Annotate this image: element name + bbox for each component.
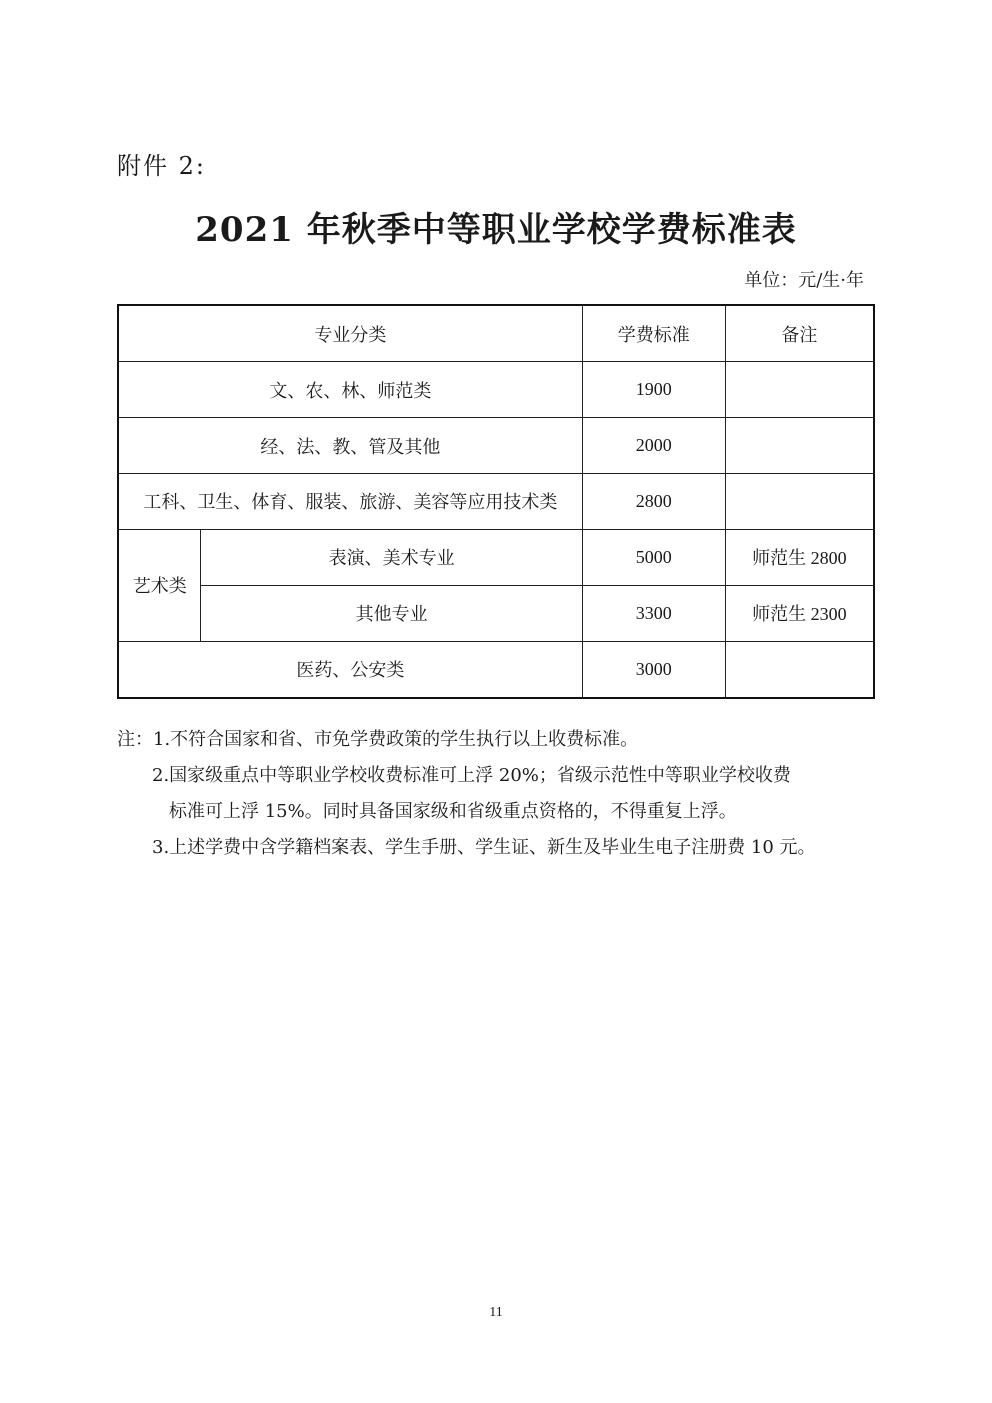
row-note: 师范生 2800: [725, 529, 874, 585]
header-category: 专业分类: [118, 305, 582, 362]
row-fee: 2000: [582, 418, 725, 474]
table-row: [118, 529, 874, 585]
row-fee: 2800: [582, 474, 725, 530]
notes-section: [117, 722, 816, 866]
page-title: 2021 年秋季中等职业学校学费标准表: [195, 210, 797, 250]
attachment-label: 附件 2:: [117, 152, 206, 180]
table-row: [118, 641, 874, 698]
page-number: 11: [489, 1305, 503, 1320]
row-note: [725, 641, 874, 698]
table-row: [118, 362, 874, 418]
note-line-1: 注：1.不符合国家和省、市免学费政策的学生执行以上收费标准。: [117, 729, 639, 750]
table-row: [118, 418, 874, 474]
row-note: [725, 362, 874, 418]
unit-label: 单位：元/生·年: [744, 270, 864, 291]
row-category: 表演、美术专业: [201, 529, 582, 585]
row-fee: 5000: [582, 529, 725, 585]
row-fee: 3000: [582, 641, 725, 698]
table-row: [118, 474, 874, 530]
note-line-3: 标准可上浮 15%。同时具备国家级和省级重点资格的，不得重复上浮。: [169, 801, 737, 822]
table-row: [118, 585, 874, 641]
row-note: 师范生 2300: [725, 585, 874, 641]
row-category: 医药、公安类: [118, 641, 582, 698]
row-category: 工科、卫生、体育、服装、旅游、美容等应用技术类: [118, 474, 582, 530]
row-note: [725, 474, 874, 530]
table-header-row: [118, 305, 874, 362]
row-note: [725, 418, 874, 474]
row-category: 经、法、教、管及其他: [118, 418, 582, 474]
header-note: 备注: [725, 305, 874, 362]
note-line-2: 2.国家级重点中等职业学校收费标准可上浮 20%；省级示范性中等职业学校收费: [152, 765, 791, 786]
row-fee: 1900: [582, 362, 725, 418]
fee-table: [117, 304, 875, 699]
art-group-label: 艺术类: [118, 529, 201, 641]
row-category: 文、农、林、师范类: [118, 362, 582, 418]
header-fee: 学费标准: [582, 305, 725, 362]
row-category: 其他专业: [201, 585, 582, 641]
row-fee: 3300: [582, 585, 725, 641]
note-line-4: 3.上述学费中含学籍档案表、学生手册、学生证、新生及毕业生电子注册费 10 元。: [152, 837, 816, 858]
